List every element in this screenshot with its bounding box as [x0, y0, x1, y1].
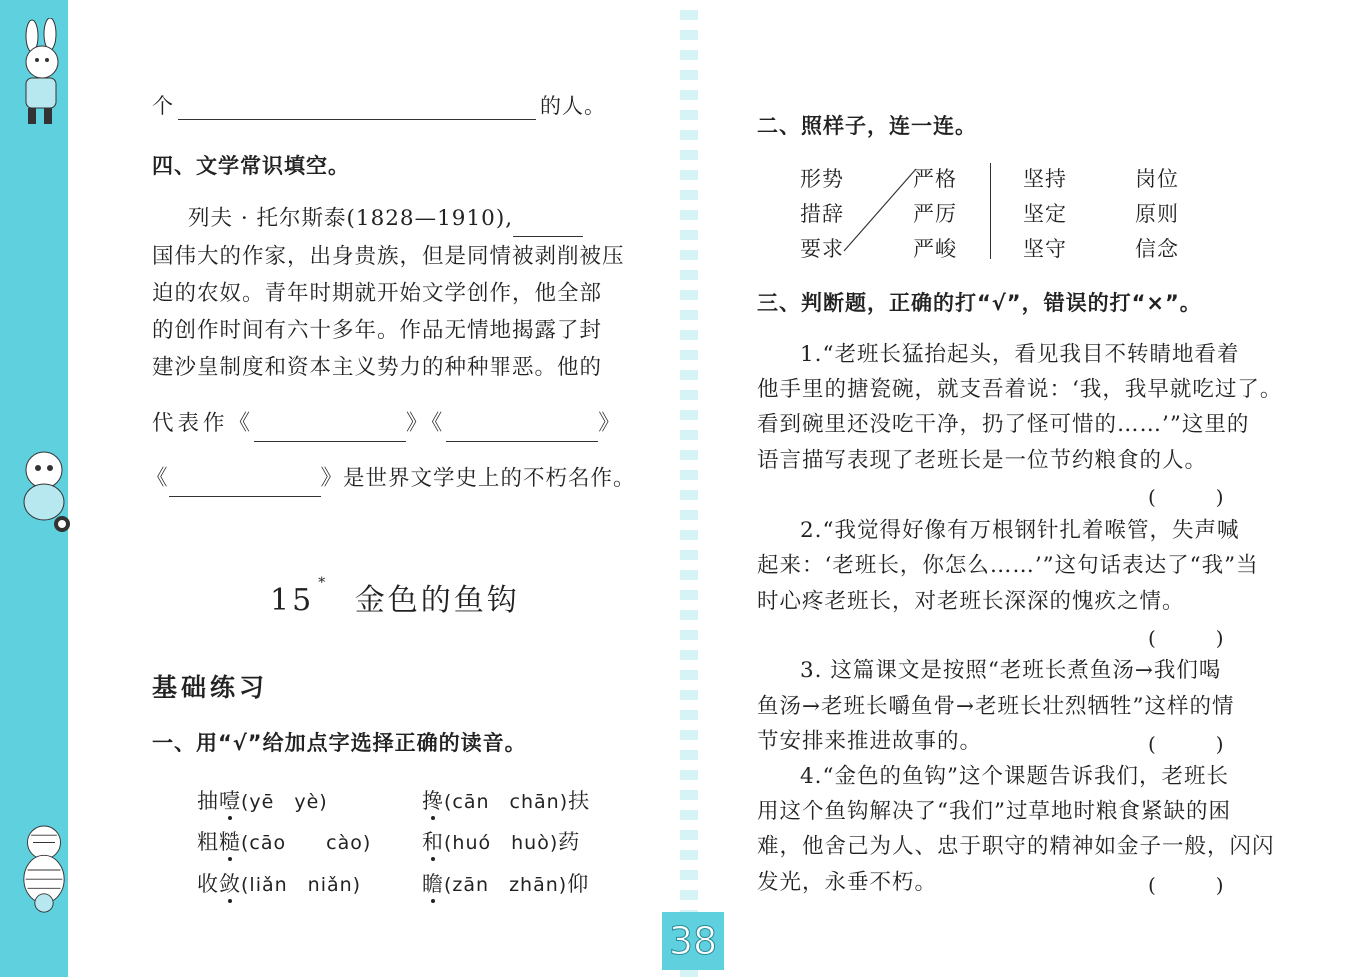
para-line-4: 的创作时间有六十多年。作品无情地揭露了封: [152, 318, 603, 343]
q4-line: 4.“金色的鱼钩”这个课题告诉我们，老班长: [800, 764, 1229, 789]
answer-paren[interactable]: ( ): [1148, 732, 1224, 756]
answer-paren[interactable]: ( ): [1148, 873, 1224, 897]
answer-paren[interactable]: ( ): [1148, 626, 1224, 650]
q1-line: 他手里的搪瓷碗，就支吾着说：‘我，我早就吃过了。: [757, 377, 1283, 402]
tiger-illustration-icon: [4, 815, 84, 925]
para-line-2: 国伟大的作家，出身贵族，但是同情被剥削被压: [152, 244, 625, 269]
pinyin-item: [422, 785, 590, 815]
pinyin-options[interactable]: (zān zhān): [444, 874, 568, 896]
rep2-open: 《: [146, 466, 169, 491]
dotted-char: 瞻: [422, 872, 444, 896]
fill-blank-line-top: [152, 90, 606, 120]
text-prefix: 个: [152, 94, 174, 118]
section3-heading: 三、判断题，正确的打“√”，错误的打“×”。: [757, 291, 1202, 315]
section4-heading: 四、文学常识填空。: [152, 154, 350, 178]
q1-line: 看到碗里还没吃干净，扔了怪可惜的……’”这里的: [757, 412, 1250, 437]
text-suffix: 的人。: [540, 94, 606, 118]
match-word[interactable]: 形势: [800, 167, 844, 191]
char: 粗: [197, 830, 219, 854]
page-number: 38: [662, 912, 724, 970]
q1-heading: 一、用“√”给加点字选择正确的读音。: [152, 731, 527, 755]
pinyin-options[interactable]: (cāo cào): [241, 832, 372, 854]
section2-heading: 二、照样子，连一连。: [757, 114, 977, 138]
lesson-title: [270, 575, 520, 619]
match-word[interactable]: 严厉: [913, 202, 957, 226]
answer-blank[interactable]: [178, 119, 536, 120]
answer-blank[interactable]: [446, 441, 598, 442]
match-word[interactable]: 要求: [800, 237, 844, 261]
rabbit-illustration-icon: [4, 18, 84, 128]
q4-line: 难，他舍己为人、忠于职守的精神如金子一般，闪闪: [757, 834, 1275, 859]
rep2-suffix: 》是世界文学史上的不朽名作。: [320, 466, 636, 491]
match-word[interactable]: 坚守: [1023, 237, 1067, 261]
column-divider: [990, 163, 991, 259]
dotted-char: 糙: [219, 830, 241, 854]
match-word[interactable]: 信念: [1135, 237, 1179, 261]
basic-practice-heading: 基础练习: [152, 673, 269, 702]
char: 抽: [197, 789, 219, 813]
q3-line: 节安排来推进故事的。: [757, 729, 983, 754]
answer-blank[interactable]: [254, 441, 406, 442]
pinyin-item: [422, 868, 589, 898]
pinyin-options[interactable]: (liǎn niǎn): [241, 874, 362, 896]
para-line-5: 建沙皇制度和资本主义势力的种种罪恶。他的: [152, 355, 603, 380]
rep-mid: 》《: [406, 411, 447, 436]
match-word[interactable]: 岗位: [1135, 167, 1179, 191]
answer-paren[interactable]: ( ): [1148, 485, 1224, 509]
rep-end: 》: [598, 411, 624, 436]
decorative-sidebar: [0, 0, 68, 977]
char: 药: [558, 830, 581, 854]
match-word[interactable]: 严格: [913, 167, 957, 191]
lesson-number: 15: [270, 583, 315, 618]
char: 扶: [568, 789, 591, 813]
q3-line: 鱼汤→老班长嚼鱼骨→老班长壮烈牺牲”这样的情: [757, 694, 1235, 719]
lesson-mark: *: [318, 575, 329, 591]
pinyin-item: [197, 868, 361, 898]
q2-line: 时心疼老班长，对老班长深深的愧疚之情。: [757, 589, 1185, 614]
answer-blank[interactable]: [169, 496, 321, 497]
char: 仰: [567, 872, 590, 896]
dotted-char: 噎: [219, 789, 241, 813]
q2-line: 2.“我觉得好像有万根钢针扎着喉管，失声喊: [800, 518, 1240, 543]
answer-blank[interactable]: [513, 236, 583, 237]
page-gutter: [680, 0, 698, 977]
q1-line: 语言描写表现了老班长是一位节约粮食的人。: [757, 448, 1208, 473]
match-word[interactable]: 坚定: [1023, 202, 1067, 226]
pinyin-item: [197, 826, 371, 856]
match-word[interactable]: 坚持: [1023, 167, 1067, 191]
dotted-char: 和: [422, 830, 444, 854]
match-word[interactable]: 严峻: [913, 237, 957, 261]
representative-works-line-2: [146, 460, 636, 497]
q1-line: 1.“老班长猛抬起头，看见我目不转睛地看着: [800, 342, 1240, 367]
q4-line: 用这个鱼钩解决了“我们”过草地时粮食紧缺的困: [757, 799, 1231, 824]
pinyin-options[interactable]: (huó huò): [444, 832, 559, 854]
para-line-3: 迫的农奴。青年时期就开始文学创作，他全部: [152, 281, 603, 306]
pinyin-options[interactable]: (cān chān): [444, 791, 569, 813]
lesson-title-text: 金色的鱼钩: [354, 583, 520, 618]
match-word[interactable]: 原则: [1135, 202, 1179, 226]
q2-line: 起来：‘老班长，你怎么……’”这句话表达了“我”当: [757, 553, 1259, 578]
raccoon-illustration-icon: [4, 440, 84, 550]
representative-works-line: [152, 405, 624, 442]
dotted-char: 搀: [422, 789, 444, 813]
q3-line: 3. 这篇课文是按照“老班长煮鱼汤→我们喝: [800, 658, 1222, 683]
para-line-1: [188, 200, 583, 237]
pinyin-item: [422, 826, 580, 856]
q4-line: 发光，永垂不朽。: [757, 870, 938, 895]
pinyin-item: [197, 785, 328, 815]
match-word[interactable]: 措辞: [800, 202, 844, 226]
example-match-line: [840, 165, 920, 255]
char: 收: [197, 872, 219, 896]
rep-prefix: 代表作《: [152, 411, 255, 436]
pinyin-options[interactable]: (yē yè): [241, 791, 328, 813]
dotted-char: 敛: [219, 872, 241, 896]
para-text: 列夫 · 托尔斯泰(1828—1910),: [188, 206, 514, 231]
